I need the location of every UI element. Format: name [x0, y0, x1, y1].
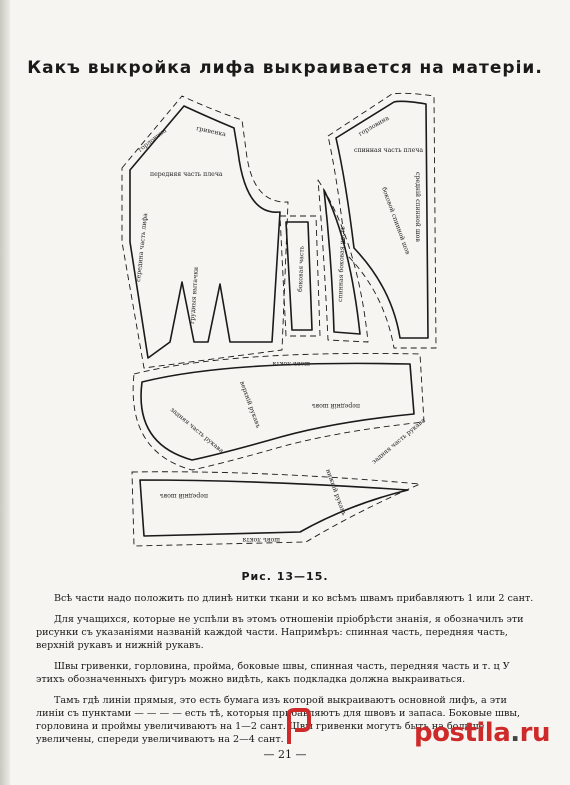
label-lower-back: задняя часть рукава	[370, 417, 427, 466]
label-side-front: боковая часть	[297, 245, 306, 293]
label-side-back: спинная боковая часть	[337, 226, 347, 303]
figure-caption: Рис. 13—15.	[241, 570, 329, 583]
label-grivenka-left: гривенка	[195, 125, 227, 139]
book-spine-shadow	[0, 0, 10, 785]
label-sleeve-upper: верхній рукавъ	[238, 380, 262, 430]
label-lower-front-seam: передній шовъ	[159, 492, 208, 499]
paragraph: Швы гривенки, горловина, пройма, боковые швы, спинная часть, передняя часть и т. ц У этихъ обозначенныхъ фигуръ можно видѣть, какъ подкладка должна выкраиваться.	[36, 661, 510, 685]
watermark-tld: ru	[519, 718, 550, 748]
label-back-mid-seam: средній спинной шов	[414, 172, 421, 242]
page-title: Какъ выкройка лифа выкраивается на матеріи.	[27, 58, 543, 78]
label-gorlovina-left: горловина	[136, 127, 169, 154]
pattern-figure	[110, 92, 450, 562]
page-number: — 21 —	[263, 748, 307, 761]
watermark-dot: .	[510, 718, 520, 748]
label-gorlovina-right: горловина	[357, 114, 391, 138]
watermark	[414, 718, 550, 748]
paragraph: Тамъ гдѣ линіи прямыя, это есть бумага изъ которой выкраиваютъ основной лифъ, а эти линіи съ пунктами — — — — есть тѣ, которыя прибавляютъ для швовъ и запаса. Боковые швы, горловина и проймы увеличиваютъ на 1—2 сант. Швы гривенки могутъ быть на больше увеличены, спереди увеличиваютъ на 2—4 сант.	[36, 695, 521, 745]
postila-logo-icon	[285, 708, 311, 748]
upper-sleeve-outline	[141, 363, 414, 460]
label-middle-front: середина часть лифа	[135, 212, 150, 283]
paragraph: Для учащихся, которые не успѣли въ этомъ отношеніи пріобрѣсти знанія, я обозначилъ эти рисунки съ указаніями названій каждой части. Напримѣръ: спинная часть, передняя часть, верхній рукавъ и нижній рукавъ.	[36, 614, 524, 651]
label-lower-sleeve: нижній рукавъ	[324, 468, 348, 517]
label-front-shoulder: передняя часть плеча	[150, 171, 223, 178]
watermark-brand: postila	[414, 718, 511, 748]
label-back-shoulder: спинная часть плеча	[354, 147, 424, 154]
paragraph: Всѣ части надо положить по длинѣ нитки ткани и ко всѣмъ швамъ прибавляютъ 1 или 2 сант.	[54, 593, 534, 604]
label-side-back-seam: боковой спинной шов	[380, 186, 412, 256]
label-chest-darts: грудныя вытачки	[189, 266, 200, 325]
label-sleeve-top-seam: шовъ локтя	[272, 360, 310, 367]
label-sleeve-back: задняя часть рукава	[168, 406, 225, 455]
label-sleeve-front: передній шовъ	[311, 402, 360, 409]
label-lower-bottom-seam: шовъ локтя	[242, 536, 280, 543]
